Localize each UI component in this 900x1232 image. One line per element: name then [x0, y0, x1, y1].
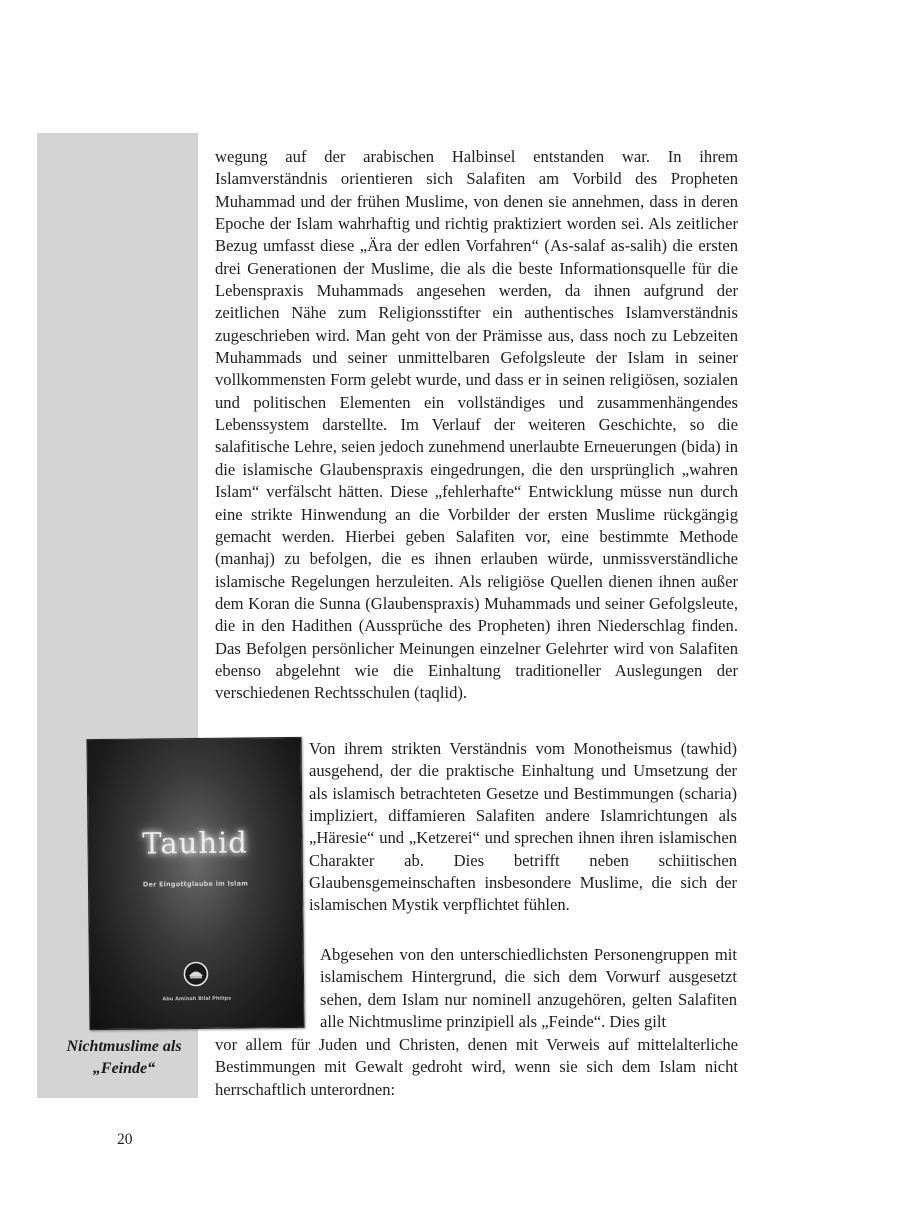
page-number: 20 [117, 1131, 133, 1148]
body-paragraph-3-continued: vor allem für Juden und Christen, denen mit Verweis auf mittelalterliche Bestimmungen mit Gewalt gedroht wird, wenn sie sich dem Islam nicht herrschaftlich unterordnen: [215, 1035, 738, 1099]
book-cover-author: Abu Aminah Bilal Philips [162, 995, 232, 1003]
body-paragraph-2: Von ihrem strikten Verständnis vom Monotheismus (tawhid) ausgehend, der die praktische Einhaltung und Umsetzung der als islamisch betrachteten Gesetze und Bestimmungen (scharia) impliziert, diffamieren Salafiten andere Islamrichtungen als „Häresie“ und „Ketzerei“ und sprechen ihnen ihren islamischen Charakter ab. Dies betrifft neben schiitischen Glaubensgemeinschaften insbesondere Muslime, die sich der islamischen Mystik verpflichtet fühlen. [309, 739, 737, 915]
body-paragraph-1: wegung auf der arabischen Halbinsel entstanden war. In ihrem Islamverständnis orientieren sich Salafiten am Vorbild des Propheten Muhammad und der frühen Muslime, von denen sie annehmen, dass in deren Epoche der Islam wahrhaftig und richtig praktiziert worden sei. Als zeitlicher Bezug umfasst diese „Ära der edlen Vorfahren“ (As-salaf as-salih) die ersten drei Generationen der Muslime, die als die beste Informationsquelle für die Lebenspraxis Muhammads angesehen werden, da ihnen aufgrund der zeitlichen Nähe zum Religionsstifter ein authentisches Islamverständnis zugeschrieben wird. Man geht von der Prämisse aus, dass noch zu Lebzeiten Muhammads und seiner unmittelbaren Gefolgsleute der Islam in seiner vollkommensten Form gelebt wurde, und dass er in seinen religiösen, sozialen und politischen Elementen ein vollständiges und zusammenhängendes Lebenssystem darstellte. Im Verlauf der weiteren Geschichte, so die salafitische Lehre, seien jedoch zunehmend unerlaubte Erneuerungen (bida) in die islamische Glaubenspraxis eingedrungen, die den ursprünglich „wahren Islam“ verfälscht hätten. Diese „fehlerhafte“ Entwicklung müsse nun durch eine strikte Hinwendung an die Vorbilder der ersten Muslime rückgängig gemacht werden. Hierbei geben Salafiten vor, eine bestimmte Methode (manhaj) zu befolgen, die es ihnen erlauben würde, unmissverständliche islamische Regelungen herzuleiten. Als religiöse Quellen dienen ihnen außer dem Koran die Sunna (Glaubenspraxis) Muhammads und seiner Gefolgsleute, die in den Hadithen (Aussprüche des Propheten) ihren Niederschlag finden. Das Befolgen persönlicher Meinungen einzelner Gelehrter wird von Salafiten ebenso abgelehnt wie die Einhaltung traditioneller Auslegungen der verschiedenen Rechtsschulen (taqlid). [215, 147, 738, 703]
body-paragraph-3: Abgesehen von den unterschiedlichsten Personengruppen mit islamischem Hintergrund, die sich dem Vorwurf ausgesetzt sehen, dem Islam nur nominell anzugehören, gelten Salafiten alle Nichtmuslime prinzipiell als „Feinde“. Dies gilt [320, 945, 737, 1032]
emblem-icon [183, 961, 209, 987]
book-cover-subtitle: Der Eingottglaube im Islam [142, 879, 249, 889]
book-cover-image [86, 737, 304, 1030]
margin-note: Nichtmuslime als „Feinde“ [66, 1038, 182, 1077]
book-cover-title: Tauhid [142, 825, 249, 861]
